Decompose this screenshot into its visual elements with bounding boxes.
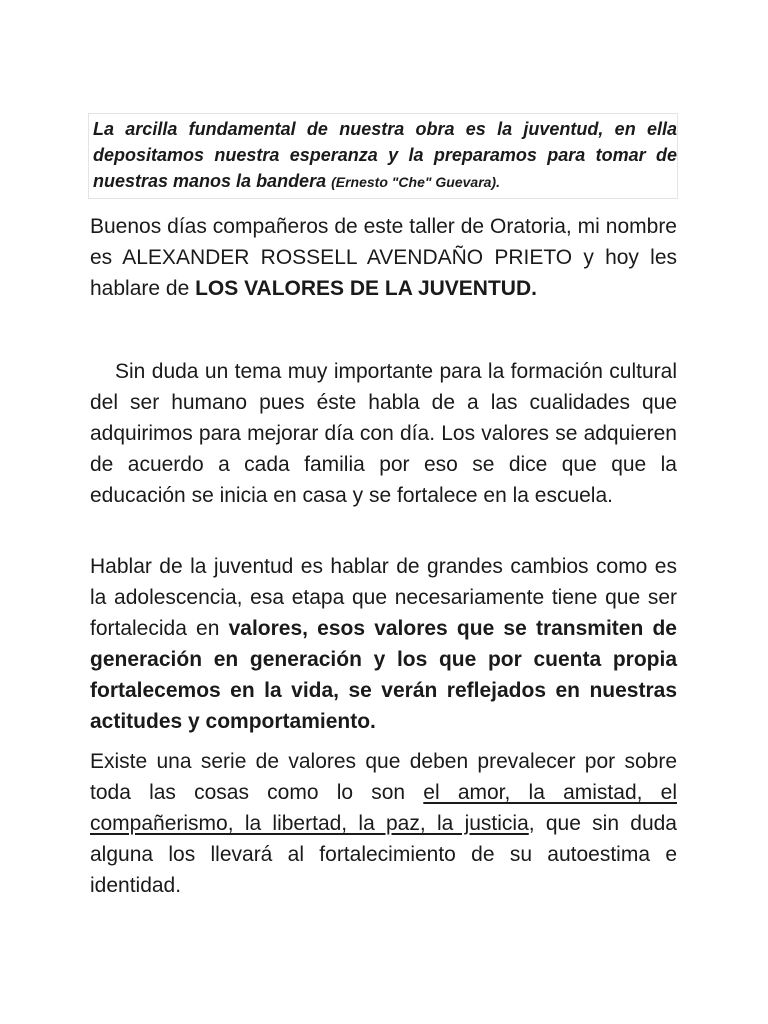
epigraph-quote <box>89 116 677 195</box>
paragraph-youth-text: Hablar de la juventud es hablar de grandes cambios como es la adolescencia, esa etapa que necesariamente tiene que ser fortalecida en <box>90 555 677 640</box>
epigraph-attribution: (Ernesto "Che" Guevara). <box>331 174 500 190</box>
epigraph-quote-text: La arcilla fundamental de nuestra obra es la juventud, en ella depositamos nuestra esperanza y la preparamos para tomar de nuestras manos la bandera <box>93 119 677 191</box>
paragraph-formation-text: Sin duda un tema muy importante para la formación cultural del ser humano pues éste habla de a las cualidades que adquirimos para mejorar día con día. Los valores se adquieren de acuerdo a cada familia por eso se dice que que la educación se inicia en casa y se fortalece en la escuela. <box>90 360 677 507</box>
paragraph-youth <box>90 551 677 737</box>
intro-text: Buenos días compañeros de este taller de Oratoria, mi nombre es ALEXANDER ROSSELL AVENDAÑO PRIETO y hoy les hablare de <box>90 215 677 300</box>
paragraph-values-text-before: Existe una serie de valores que deben prevalecer por sobre toda las cosas como lo son <box>90 750 677 804</box>
paragraph-formation <box>90 356 677 511</box>
paragraph-values <box>90 746 677 901</box>
topic-title: LOS VALORES DE LA JUVENTUD. <box>195 277 537 300</box>
values-list-underlined: el amor, la amistad, el compañerismo, la libertad, la paz, la justicia <box>90 781 677 835</box>
intro-paragraph <box>90 211 677 304</box>
paragraph-youth-bold: valores, esos valores que se transmiten de generación en generación y los que por cuenta propia fortalecemos en la vida, se verán reflejados en nuestras actitudes y comportamiento. <box>90 617 677 733</box>
paragraph-values-text-after: , que sin duda alguna los llevará al fortalecimiento de su autoestima e identidad. <box>90 812 677 897</box>
epigraph-quote-box <box>88 113 678 199</box>
